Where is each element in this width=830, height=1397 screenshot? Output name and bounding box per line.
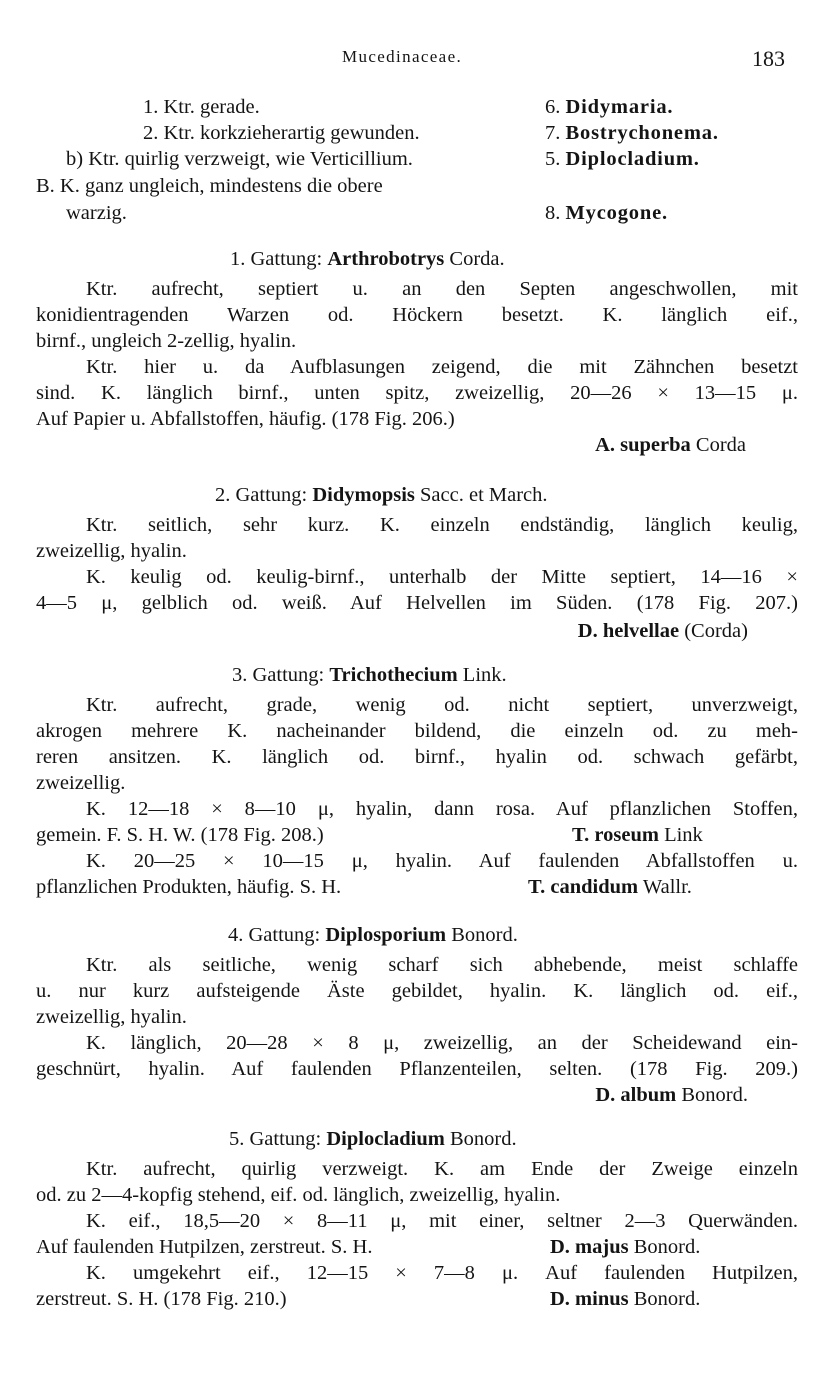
genus-text-line: K. umgekehrt eif., 12—15 × 7—8 μ. Auf faulenden Hutpilzen, bbox=[86, 1262, 798, 1284]
genus-text-line: Ktr. aufrecht, grade, wenig od. nicht septiert, unverzweigt, bbox=[86, 694, 798, 716]
species-name: D. minus Bonord. bbox=[550, 1288, 701, 1310]
species-name: D. majus Bonord. bbox=[550, 1236, 701, 1258]
genus-text-line: sind. K. länglich birnf., unten spitz, zweizellig, 20—26 × 13—15 μ. bbox=[36, 382, 798, 404]
genus-text-line: od. zu 2—4-kopfig stehend, eif. od. länglich, zweizellig, hyalin. bbox=[36, 1184, 561, 1206]
genus-text-line: birnf., ungleich 2-zellig, hyalin. bbox=[36, 330, 297, 352]
genus-text-line: K. länglich, 20—28 × 8 μ, zweizellig, an der Scheidewand ein- bbox=[86, 1032, 798, 1054]
key-row-target: 5. Diplocladium. bbox=[545, 148, 700, 170]
genus-heading: 5. Gattung: Diplocladium Bonord. bbox=[229, 1128, 517, 1150]
species-name: T. roseum Link bbox=[572, 824, 703, 846]
genus-text-line: Ktr. aufrecht, septiert u. an den Septen angeschwollen, mit bbox=[86, 278, 798, 300]
genus-text-line: K. 12—18 × 8—10 μ, hyalin, dann rosa. Auf pflanzlichen Stoffen, bbox=[86, 798, 798, 820]
running-title: Mucedinaceae. bbox=[342, 47, 463, 66]
key-row-left: 2. Ktr. korkzieherartig gewunden. bbox=[143, 122, 420, 144]
genus-text-line: konidientragenden Warzen od. Höckern besetzt. K. länglich eif., bbox=[36, 304, 798, 326]
genus-text-line: zweizellig, hyalin. bbox=[36, 1006, 187, 1028]
genus-text-line: K. eif., 18,5—20 × 8—11 μ, mit einer, seltner 2—3 Querwänden. bbox=[86, 1210, 798, 1232]
genus-text-line: u. nur kurz aufsteigende Äste gebildet, hyalin. K. länglich od. eif., bbox=[36, 980, 798, 1002]
genus-text-line: 4—5 μ, gelblich od. weiß. Auf Helvellen im Süden. (178 Fig. 207.) bbox=[36, 592, 798, 614]
species-name: D. album Bonord. bbox=[595, 1084, 748, 1106]
species-name: A. superba Corda bbox=[595, 434, 746, 456]
genus-heading: 4. Gattung: Diplosporium Bonord. bbox=[228, 924, 518, 946]
key-row-target: 6. Didymaria. bbox=[545, 96, 674, 118]
key-row-left: warzig. bbox=[66, 202, 127, 224]
genus-text-line: gemein. F. S. H. W. (178 Fig. 208.) bbox=[36, 824, 324, 846]
key-row-left: B. K. ganz ungleich, mindestens die obere bbox=[36, 175, 383, 197]
genus-text-line: K. keulig od. keulig-birnf., unterhalb der Mitte septiert, 14—16 × bbox=[86, 566, 798, 588]
genus-text-line: Ktr. seitlich, sehr kurz. K. einzeln endständig, länglich keulig, bbox=[86, 514, 798, 536]
genus-text-line: Ktr. als seitliche, wenig scharf sich abhebende, meist schlaffe bbox=[86, 954, 798, 976]
genus-text-line: K. 20—25 × 10—15 μ, hyalin. Auf faulenden Abfallstoffen u. bbox=[86, 850, 798, 872]
page-number: 183 bbox=[752, 46, 785, 71]
genus-text-line: Ktr. hier u. da Aufblasungen zeigend, die mit Zähnchen besetzt bbox=[86, 356, 798, 378]
key-row-left: 1. Ktr. gerade. bbox=[143, 96, 260, 118]
genus-text-line: zerstreut. S. H. (178 Fig. 210.) bbox=[36, 1288, 287, 1310]
genus-heading: 1. Gattung: Arthrobotrys Corda. bbox=[230, 248, 505, 270]
key-row-target: 7. Bostrychonema. bbox=[545, 122, 719, 144]
genus-text-line: geschnürt, hyalin. Auf faulenden Pflanzenteilen, selten. (178 Fig. 209.) bbox=[36, 1058, 798, 1080]
key-row-left: b) Ktr. quirlig verzweigt, wie Verticillium. bbox=[66, 148, 413, 170]
genus-text-line: Auf faulenden Hutpilzen, zerstreut. S. H. bbox=[36, 1236, 373, 1258]
key-row-target: 8. Mycogone. bbox=[545, 202, 668, 224]
genus-text-line: zweizellig. bbox=[36, 772, 126, 794]
genus-heading: 3. Gattung: Trichothecium Link. bbox=[232, 664, 507, 686]
genus-text-line: akrogen mehrere K. nacheinander bildend, die einzeln od. zu meh- bbox=[36, 720, 798, 742]
genus-heading: 2. Gattung: Didymopsis Sacc. et March. bbox=[215, 484, 548, 506]
genus-text-line: Auf Papier u. Abfallstoffen, häufig. (178 Fig. 206.) bbox=[36, 408, 455, 430]
genus-text-line: zweizellig, hyalin. bbox=[36, 540, 187, 562]
species-name: T. candidum Wallr. bbox=[528, 876, 692, 898]
species-name: D. helvellae (Corda) bbox=[577, 620, 748, 642]
genus-text-line: pflanzlichen Produkten, häufig. S. H. bbox=[36, 876, 342, 898]
genus-text-line: Ktr. aufrecht, quirlig verzweigt. K. am Ende der Zweige einzeln bbox=[86, 1158, 798, 1180]
genus-text-line: reren ansitzen. K. länglich od. birnf., hyalin od. schwach gefärbt, bbox=[36, 746, 798, 768]
